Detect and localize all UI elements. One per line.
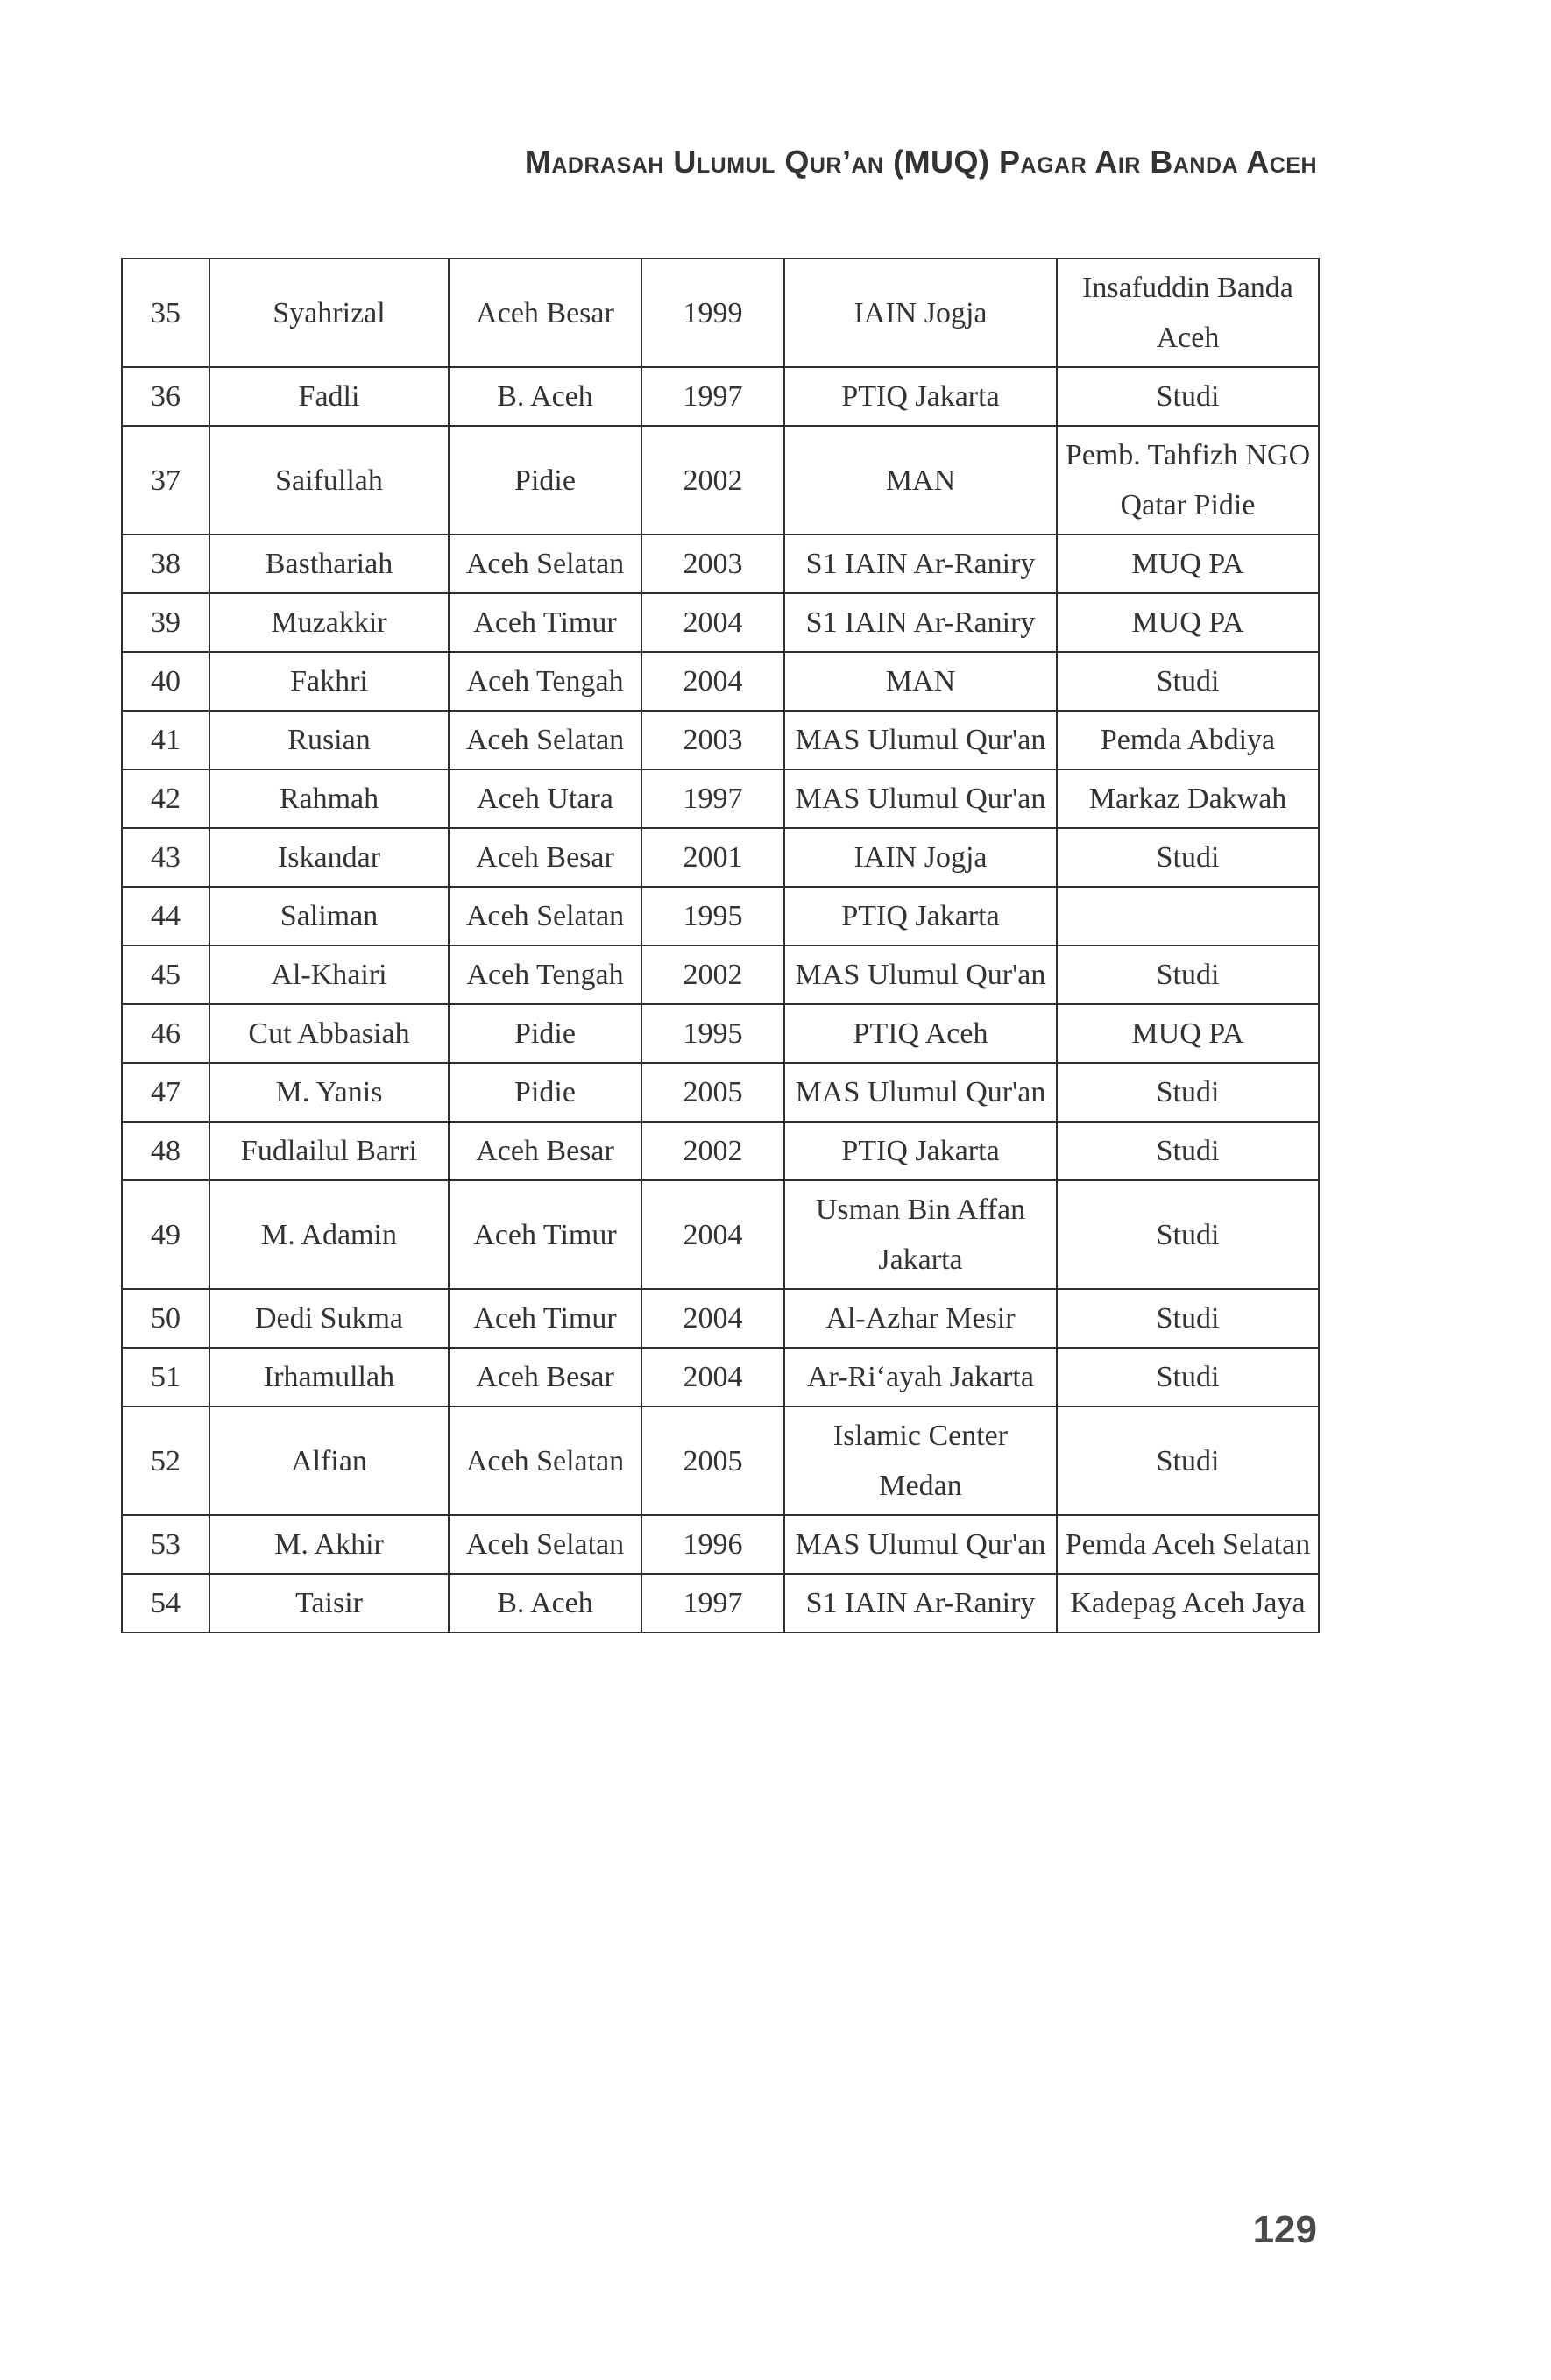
cell-region: Aceh Selatan xyxy=(449,1515,641,1574)
table-row xyxy=(122,1122,1319,1180)
cell-education: S1 IAIN Ar-Raniry xyxy=(784,593,1057,652)
cell-position: Studi xyxy=(1057,1406,1319,1515)
page-number: 129 xyxy=(1252,2208,1317,2251)
cell-position: MUQ PA xyxy=(1057,1004,1319,1063)
cell-position: Markaz Dakwah xyxy=(1057,769,1319,828)
cell-education: PTIQ Jakarta xyxy=(784,887,1057,946)
cell-year: 2004 xyxy=(641,652,784,711)
cell-number: 51 xyxy=(122,1348,209,1406)
table-row xyxy=(122,1289,1319,1348)
cell-position: Pemda Abdiya xyxy=(1057,711,1319,769)
cell-region: Aceh Tengah xyxy=(449,946,641,1004)
cell-region: Aceh Timur xyxy=(449,1289,641,1348)
cell-name: M. Yanis xyxy=(209,1063,449,1122)
cell-number: 41 xyxy=(122,711,209,769)
cell-region: Aceh Selatan xyxy=(449,1406,641,1515)
cell-position: Studi xyxy=(1057,828,1319,887)
table-row xyxy=(122,652,1319,711)
cell-year: 1997 xyxy=(641,769,784,828)
cell-number: 35 xyxy=(122,259,209,367)
cell-position: Kadepag Aceh Jaya xyxy=(1057,1574,1319,1633)
cell-year: 2001 xyxy=(641,828,784,887)
table-row xyxy=(122,1574,1319,1633)
cell-number: 49 xyxy=(122,1180,209,1289)
cell-position: Pemb. Tahfizh NGO Qatar Pidie xyxy=(1057,426,1319,535)
cell-education: PTIQ Aceh xyxy=(784,1004,1057,1063)
cell-education: S1 IAIN Ar-Raniry xyxy=(784,535,1057,593)
cell-name: Irhamullah xyxy=(209,1348,449,1406)
cell-year: 1997 xyxy=(641,367,784,426)
cell-region: B. Aceh xyxy=(449,1574,641,1633)
cell-name: Al-Khairi xyxy=(209,946,449,1004)
cell-number: 37 xyxy=(122,426,209,535)
cell-education: MAN xyxy=(784,426,1057,535)
cell-year: 2002 xyxy=(641,426,784,535)
cell-name: Fudlailul Barri xyxy=(209,1122,449,1180)
table-row xyxy=(122,1004,1319,1063)
cell-education: Ar-Ri‘ayah Jakarta xyxy=(784,1348,1057,1406)
cell-region: Aceh Selatan xyxy=(449,711,641,769)
cell-name: Fadli xyxy=(209,367,449,426)
cell-education: MAS Ulumul Qur'an xyxy=(784,946,1057,1004)
cell-number: 36 xyxy=(122,367,209,426)
cell-name: Basthariah xyxy=(209,535,449,593)
cell-position: MUQ PA xyxy=(1057,535,1319,593)
cell-position: Studi xyxy=(1057,1063,1319,1122)
cell-name: Syahrizal xyxy=(209,259,449,367)
table-row xyxy=(122,711,1319,769)
cell-number: 52 xyxy=(122,1406,209,1515)
cell-name: Iskandar xyxy=(209,828,449,887)
cell-name: Muzakkir xyxy=(209,593,449,652)
cell-number: 54 xyxy=(122,1574,209,1633)
cell-position: Pemda Aceh Selatan xyxy=(1057,1515,1319,1574)
cell-year: 2005 xyxy=(641,1406,784,1515)
cell-number: 44 xyxy=(122,887,209,946)
cell-region: Pidie xyxy=(449,1063,641,1122)
cell-education: IAIN Jogja xyxy=(784,828,1057,887)
table-row xyxy=(122,1180,1319,1289)
cell-number: 42 xyxy=(122,769,209,828)
cell-year: 2005 xyxy=(641,1063,784,1122)
cell-name: Saifullah xyxy=(209,426,449,535)
cell-education: MAS Ulumul Qur'an xyxy=(784,711,1057,769)
cell-education: MAN xyxy=(784,652,1057,711)
cell-number: 45 xyxy=(122,946,209,1004)
cell-education: PTIQ Jakarta xyxy=(784,367,1057,426)
cell-region: Aceh Besar xyxy=(449,1348,641,1406)
table-row xyxy=(122,259,1319,367)
cell-year: 1996 xyxy=(641,1515,784,1574)
cell-region: Aceh Tengah xyxy=(449,652,641,711)
cell-year: 2004 xyxy=(641,1289,784,1348)
cell-region: Aceh Selatan xyxy=(449,887,641,946)
table-row xyxy=(122,426,1319,535)
cell-year: 2004 xyxy=(641,593,784,652)
table-row xyxy=(122,1063,1319,1122)
cell-number: 47 xyxy=(122,1063,209,1122)
table-row xyxy=(122,535,1319,593)
cell-name: M. Adamin xyxy=(209,1180,449,1289)
cell-number: 46 xyxy=(122,1004,209,1063)
cell-region: Aceh Besar xyxy=(449,828,641,887)
cell-number: 38 xyxy=(122,535,209,593)
cell-year: 2004 xyxy=(641,1348,784,1406)
cell-education: MAS Ulumul Qur'an xyxy=(784,1515,1057,1574)
cell-number: 50 xyxy=(122,1289,209,1348)
table-row xyxy=(122,769,1319,828)
cell-education: MAS Ulumul Qur'an xyxy=(784,769,1057,828)
cell-name: Saliman xyxy=(209,887,449,946)
alumni-table xyxy=(121,258,1320,1633)
cell-region: Aceh Timur xyxy=(449,1180,641,1289)
cell-name: Alfian xyxy=(209,1406,449,1515)
cell-region: B. Aceh xyxy=(449,367,641,426)
cell-education: Al-Azhar Mesir xyxy=(784,1289,1057,1348)
cell-region: Pidie xyxy=(449,426,641,535)
cell-region: Aceh Utara xyxy=(449,769,641,828)
cell-year: 1995 xyxy=(641,1004,784,1063)
table-row xyxy=(122,1406,1319,1515)
cell-position: Studi xyxy=(1057,652,1319,711)
cell-region: Aceh Selatan xyxy=(449,535,641,593)
cell-education: S1 IAIN Ar-Raniry xyxy=(784,1574,1057,1633)
table-row xyxy=(122,828,1319,887)
cell-education: PTIQ Jakarta xyxy=(784,1122,1057,1180)
table-row xyxy=(122,887,1319,946)
cell-number: 40 xyxy=(122,652,209,711)
cell-region: Aceh Timur xyxy=(449,593,641,652)
cell-year: 2002 xyxy=(641,1122,784,1180)
cell-position: Insafuddin Banda Aceh xyxy=(1057,259,1319,367)
cell-name: Cut Abbasiah xyxy=(209,1004,449,1063)
cell-position: Studi xyxy=(1057,1348,1319,1406)
cell-name: Dedi Sukma xyxy=(209,1289,449,1348)
cell-name: Rahmah xyxy=(209,769,449,828)
cell-year: 2004 xyxy=(641,1180,784,1289)
cell-position: Studi xyxy=(1057,1122,1319,1180)
cell-name: Rusian xyxy=(209,711,449,769)
cell-position: MUQ PA xyxy=(1057,593,1319,652)
cell-position: Studi xyxy=(1057,946,1319,1004)
cell-year: 2002 xyxy=(641,946,784,1004)
running-header: Madrasah Ulumul Qur’an (MUQ) Pagar Air Banda Aceh xyxy=(524,144,1317,180)
cell-name: Fakhri xyxy=(209,652,449,711)
table-row xyxy=(122,593,1319,652)
cell-region: Aceh Besar xyxy=(449,259,641,367)
cell-region: Pidie xyxy=(449,1004,641,1063)
cell-year: 1997 xyxy=(641,1574,784,1633)
cell-name: Taisir xyxy=(209,1574,449,1633)
cell-number: 43 xyxy=(122,828,209,887)
cell-region: Aceh Besar xyxy=(449,1122,641,1180)
cell-number: 39 xyxy=(122,593,209,652)
cell-number: 48 xyxy=(122,1122,209,1180)
cell-education: MAS Ulumul Qur'an xyxy=(784,1063,1057,1122)
cell-position: Studi xyxy=(1057,1180,1319,1289)
cell-education: Islamic Center Medan xyxy=(784,1406,1057,1515)
cell-position: Studi xyxy=(1057,1289,1319,1348)
table-row xyxy=(122,946,1319,1004)
table-row xyxy=(122,367,1319,426)
table-row xyxy=(122,1348,1319,1406)
cell-position: Studi xyxy=(1057,367,1319,426)
cell-position xyxy=(1057,887,1319,946)
cell-year: 2003 xyxy=(641,711,784,769)
cell-year: 1995 xyxy=(641,887,784,946)
cell-name: M. Akhir xyxy=(209,1515,449,1574)
cell-education: IAIN Jogja xyxy=(784,259,1057,367)
alumni-table-body xyxy=(122,259,1319,1633)
cell-number: 53 xyxy=(122,1515,209,1574)
cell-year: 2003 xyxy=(641,535,784,593)
cell-education: Usman Bin Affan Jakarta xyxy=(784,1180,1057,1289)
cell-year: 1999 xyxy=(641,259,784,367)
table-row xyxy=(122,1515,1319,1574)
